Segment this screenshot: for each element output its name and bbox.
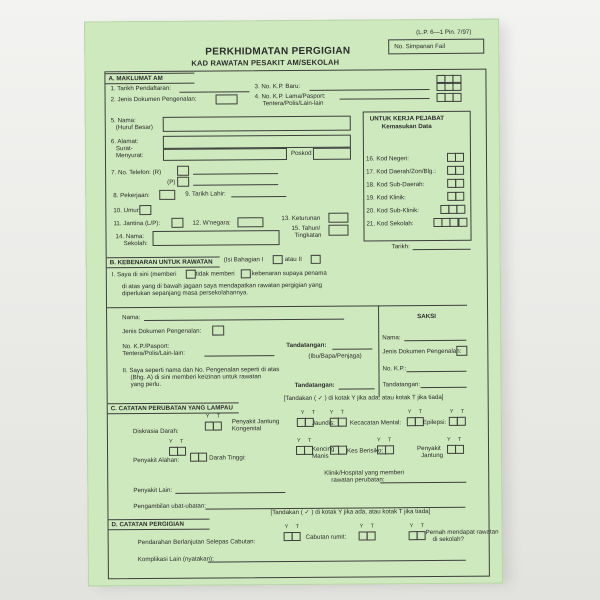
consent-give-checkbox[interactable] [186,270,196,279]
yt-header: Y T [205,413,224,420]
office-use-subtitle: Kemasukan Data [381,123,432,131]
patient-signature-label: Tandatangan: [294,381,335,389]
dental-school-label-2: di sekolah? [432,535,464,544]
dental-school-label: Pernah mendapat rawatan [425,528,499,537]
field-age[interactable] [139,205,151,215]
hospital-label-2: rawatan perubatan: [331,476,385,484]
cond-diabetes-yt[interactable] [296,446,312,455]
consent-ii-line3: yang perlu. [130,380,162,389]
code-clinic-label: 19. Kod Klinik: [366,194,406,202]
field-ic-old-label: 4. No. K.P. Lama/Pasport: [254,92,326,101]
section-b-choice-a: (Isi Bahagian I [223,256,264,264]
field-phone-office-code[interactable] [177,177,189,187]
witness-ic-label: No. K.P.: [382,365,407,373]
witness-doc-label: Jenis Dokumen Pengenalan: [382,347,462,356]
section-c-heading: C. CATATAN PERUBATAN YANG LAMPAU [108,402,239,414]
field-address-label-3: Menyurat: [115,152,144,160]
field-name-hint: (Huruf Besar) [115,123,153,132]
file-number-box[interactable] [388,39,484,55]
yt-header: Y T [284,523,302,531]
yt-header: Y T [168,438,187,445]
section-c-note: [Tandakan ( ✓ ) di kotak Y jika ada, atau kotak T jika tiada] [283,393,444,403]
field-race-label: 13. Keturunan [281,214,321,223]
field-address-label-2: Surat- [115,145,133,153]
cond-risk-yt-2[interactable] [377,445,393,454]
cond-diabetes-label: Kencing [312,445,335,453]
consent-i-line1b: tidak memberi [195,270,235,278]
dental-complex-label: Cabutan rumit: [305,533,347,541]
field-school[interactable] [152,230,279,246]
cond-jaundice-label: Jaundis: [311,419,335,427]
office-use-title: UNTUK KERJA PEJABAT [369,114,445,123]
field-age-label: 10. Umur: [113,207,141,215]
cond-congenital-heart-label-2: Kongenital [231,425,262,433]
consent-i-line2: di atas yang di bawah jagaan saya mendapatkan rawatan pergigian yang [121,281,323,291]
guardian-ic-label-2: Tentera/Polis/Lain-lain: [122,349,185,358]
consent-i-line3: diperlukan sepanjang masa persekolahannya. [121,289,249,298]
field-id-doc-label: 2. Jenis Dokumen Pengenalan: [110,95,197,104]
witness-doc[interactable] [456,346,467,356]
code-subdistrict-grid[interactable] [447,179,463,188]
hospital-label: Klinik/Hospital yang memberi [324,469,405,477]
cond-other-label: Penyakit Lain: [133,486,173,495]
ic-new-grid-2[interactable] [436,82,461,91]
cond-heart-label-2: Jantung [421,451,444,460]
field-gender-label: 11. Jantina (L/P): [113,219,161,228]
field-job-label: 8. Pekerjaan: [113,192,150,200]
consent-ii-line1: II. Saya seperti nama dan No. Pengenalan seperti di atas [122,366,280,375]
yt-header: Y T [329,409,348,416]
dental-complication-label: Komplikasi Lain (nyatakan): [137,555,214,564]
form-subtitle: KAD RAWATAN PESAKIT AM/SEKOLAH [191,57,340,68]
guardian-doc[interactable] [212,325,224,335]
field-postcode[interactable] [313,148,351,160]
office-date-label: Tarikh: [391,243,410,251]
code-clinic-grid[interactable] [447,192,463,201]
field-school-label-2: Sekolah: [123,240,148,248]
field-year-label: 15. Tahun/ [291,224,321,233]
cond-allergy-yt[interactable] [169,447,185,456]
cond-epilepsy-yt[interactable] [449,417,465,426]
cond-jaundice-yt[interactable] [330,418,346,427]
field-phone-home-code[interactable] [177,166,189,176]
code-school-grid[interactable] [433,218,466,227]
code-district-grid[interactable] [447,166,463,175]
cond-heart-label: Penyakit [416,444,441,453]
cond-heart-yt[interactable] [447,445,463,454]
cond-risk-yt[interactable] [330,446,346,455]
field-citizenship[interactable] [237,217,263,227]
yt-header: Y T [376,437,395,444]
dental-school-yt[interactable] [409,531,425,540]
field-job[interactable] [159,190,175,200]
cond-allergy-label: Penyakit Alahan: [133,456,180,465]
field-postcode-label: Poskod [290,149,312,158]
code-subclinic-label: 20. Kod Sub-Klinik: [366,207,420,215]
field-ic-new-label: 3. No. K.P. Baru: [254,82,301,91]
cond-congenital-heart-yt[interactable] [297,418,313,427]
code-district-label: 17. Kod Daerah/Zon/Blg.: [366,168,436,176]
cond-mental-label: Kecacatan Mental: [349,419,402,427]
witness-signature-label: Tandatangan: [382,381,421,389]
code-subdistrict-label: 18. Kod Sub-Daerah: [366,181,425,189]
yt-header: Y T [300,409,319,416]
form-title: PERKHIDMATAN PERGIGIAN [205,45,351,58]
guardian-role-hint: (Ibu/Bapa/Penjaga) [308,352,362,360]
dental-complex-yt[interactable] [359,531,375,540]
guardian-doc-label: Jenis Dokumen Pengenalan: [122,327,202,336]
cond-diabetes-label-2: Manis [312,452,329,460]
field-address-2[interactable] [163,148,287,161]
guardian-signature-label: Tandatangan: [286,341,327,350]
dental-bleeding-label: Pendarahan Berlanjutan Selepas Cabutan: [137,538,256,547]
code-state-grid[interactable] [447,153,463,162]
field-gender[interactable] [171,218,183,228]
witness-name-label: Nama: [382,334,401,342]
field-dob-label: 9. Tarikh Lahir: [185,190,226,198]
yt-header: Y T [296,437,315,444]
section-a-heading: A. MAKLUMAT AM [105,73,194,85]
field-phone-office-label: (P) [167,178,176,186]
ic-old-grid[interactable] [437,93,462,102]
field-id-doc[interactable] [216,94,238,104]
field-ic-old-label-2: Tentera/Polis/Lain-lain [262,99,324,108]
dental-bleeding-yt[interactable] [284,532,300,541]
field-address-label: 6. Alamat: [110,138,139,146]
code-school-label: 21. Kod Sekolah: [366,220,414,228]
cond-risk-label: Kes Berisiko: [347,447,384,455]
yt-header: Y T [409,523,427,530]
code-subclinic-grid[interactable] [440,205,465,214]
consent-i-line1c: kebenaran supaya penama [251,269,327,278]
guardian-name-label: Nama: [122,314,141,322]
choice-part-1[interactable] [273,255,283,264]
cond-mental-yt[interactable] [407,417,423,426]
consent-i-line1a: I. Saya di sini (memberi [111,270,177,279]
cond-epilepsy-label: Epilepsi: [422,418,447,427]
yt-header: Y T [449,408,468,415]
file-number-label: No. Simpanan Fail [394,42,446,51]
witness-title: SAKSI [417,313,437,321]
field-citizenship-label: 12. W'negara: [192,219,231,227]
consent-refuse-checkbox[interactable] [241,269,251,278]
dental-treatment-card [84,19,503,587]
field-name[interactable] [163,116,351,132]
consent-ii-line2: (Bhg. A) di sini memberi keizinan untuk rawatan [130,373,262,382]
field-year[interactable] [328,225,348,236]
section-d-heading: D. CATATAN PERGIGIAN [109,519,210,531]
code-state-label: 16. Kod Negeri: [365,155,410,163]
field-race[interactable] [328,213,348,223]
field-year-label-2: Tingkatan [294,231,322,239]
section-d-note: [Tandakan ( ✓ ) di kotak Y jika ada, atau kotak T jika tiada] [270,508,431,517]
medication-label: Pengambilan ubat-ubatan: [133,502,207,511]
cond-hypertension-yt[interactable] [190,453,206,462]
field-phone-home-label: 7. No. Telefon: (R) [111,168,162,177]
yt-header: Y T [359,523,377,530]
choice-part-2[interactable] [311,255,321,264]
field-school-label: 14. Nama: [115,233,145,241]
section-b-choice-b: atau II [284,255,302,264]
cond-hypertension-label: Darah Tinggi: [209,454,246,462]
guardian-ic-label: No. K.P./Pasport: [122,342,170,351]
section-b-heading: B. KEBENARAN UNTUK RAWATAN [107,257,220,269]
form-code: (L.P. 6—1 Pin. 7/97) [416,28,472,37]
cond-congenital-heart-label: Penyakit Jantung [231,418,280,426]
field-name-label: 5. Nama: [110,117,136,125]
field-address-1[interactable] [163,135,351,149]
field-registration-date-label: 1. Tarikh Pendaftaran: [110,84,171,93]
cond-blood-dyscrasia-yt[interactable] [205,422,221,431]
yt-header: Y T [407,409,426,416]
yt-header: Y T [446,436,465,443]
cond-blood-dyscrasia-label: Diskrasia Darah: [132,427,179,436]
